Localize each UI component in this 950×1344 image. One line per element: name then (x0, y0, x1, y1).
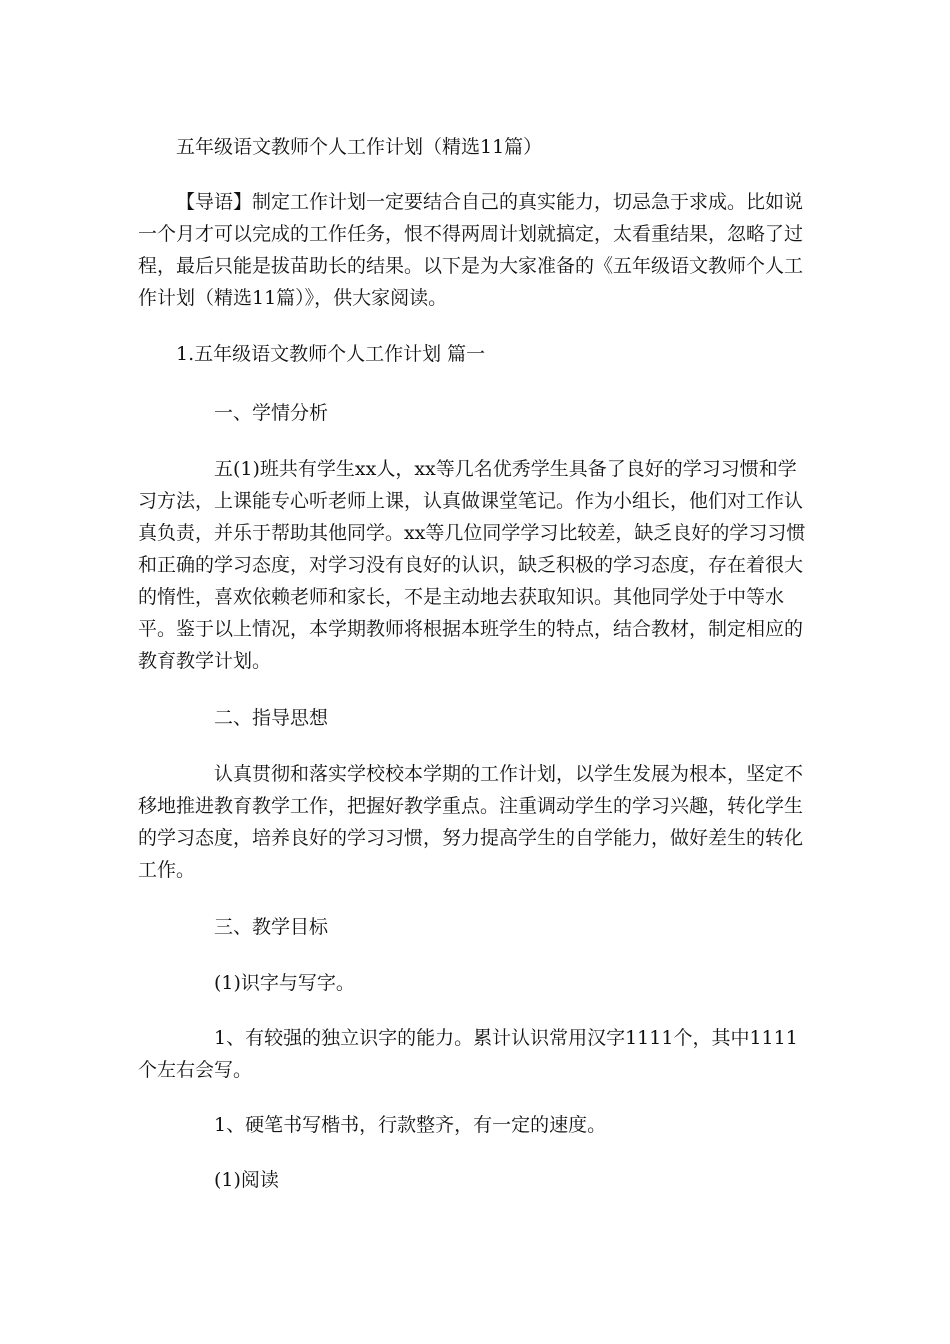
heading-teaching-goals: 三、教学目标 (214, 916, 329, 938)
document-title: 五年级语文教师个人工作计划（精选11篇） (176, 136, 543, 158)
intro-paragraph: 【导语】制定工作计划一定要结合自己的真实能力，切忌急于求成。比如说一个月才可以完成的工作任务，恨不得两周计划就搞定，太看重结果，忽略了过程，最后只能是拔苗助长的结果。以下是为大家准备的《五年级语文教师个人工作计划（精选11篇）》，供大家阅读。 (138, 191, 804, 309)
list-item-handwriting: 1、硬笔书写楷书，行款整齐，有一定的速度。 (214, 1114, 607, 1136)
paragraph-situation-analysis: 五(1)班共有学生xx人，xx等几名优秀学生具备了良好的学习习惯和学习方法，上课能专心听老师上课，认真做课堂笔记。作为小组长，他们对工作认真负责，并乐于帮助其他同学。xx等几位同学学习比较差，缺乏良好的学习习惯和正确的学习态度，对学习没有良好的认识，缺乏积极的学习态度，存在着很大的惰性，喜欢依赖老师和家长，不是主动地去获取知识。其他同学处于中等水平。鉴于以上情况，本学期教师将根据本班学生的特点，结合教材，制定相应的教育教学计划。 (138, 458, 806, 672)
subheading-literacy-writing: (1)识字与写字。 (214, 972, 355, 994)
heading-situation-analysis: 一、学情分析 (214, 402, 329, 424)
section-title: 1.五年级语文教师个人工作计划 篇一 (176, 343, 486, 365)
list-item-literacy: 1、有较强的独立识字的能力。累计认识常用汉字1111个，其中1111个左右会写。 (138, 1027, 798, 1081)
heading-guiding-thought: 二、指导思想 (214, 707, 329, 729)
paragraph-guiding-thought: 认真贯彻和落实学校校本学期的工作计划，以学生发展为根本，坚定不移地推进教育教学工作，把握好教学重点。注重调动学生的学习兴趣，转化学生的学习态度，培养良好的学习习惯，努力提高学生的自学能力，做好差生的转化工作。 (138, 763, 804, 881)
subheading-reading: (1)阅读 (214, 1169, 279, 1191)
